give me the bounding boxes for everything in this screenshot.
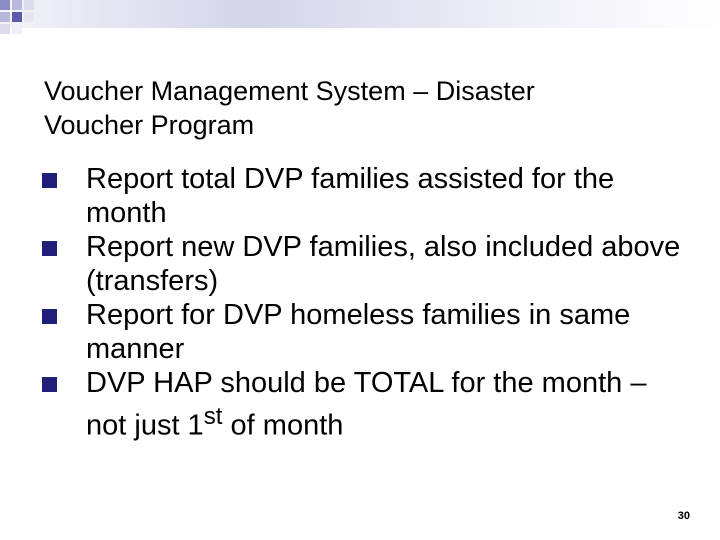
bullet-text-4-superscript: st (203, 403, 223, 430)
square-bullet-icon (42, 309, 57, 324)
bullet-text-1: Report total DVP families assisted for the month (86, 163, 615, 229)
square-bullet-icon (42, 241, 57, 256)
slide-title (44, 74, 684, 142)
header-decoration-icon (0, 0, 60, 40)
bullet-item-3 (42, 298, 692, 366)
bullet-text-4-before: DVP HAP should be TOTAL for the month – not just 1 (86, 367, 647, 442)
square-bullet-icon (42, 377, 57, 392)
bullet-list (42, 162, 692, 443)
bullet-text-2: Report new DVP families, also included above (transfers) (86, 231, 681, 297)
bullet-item-1 (42, 162, 692, 230)
bullet-text-4-after: of month (222, 409, 344, 442)
bullet-text-3: Report for DVP homeless families in same manner (86, 299, 631, 365)
bullet-item-2 (42, 230, 692, 298)
slide-title-line-2: Voucher Program (44, 110, 255, 141)
header-band (0, 0, 720, 28)
slide-title-line-1: Voucher Management System – Disaster (44, 76, 535, 107)
bullet-item-4 (42, 366, 692, 443)
page-number: 30 (677, 510, 690, 522)
square-bullet-icon (42, 173, 57, 188)
